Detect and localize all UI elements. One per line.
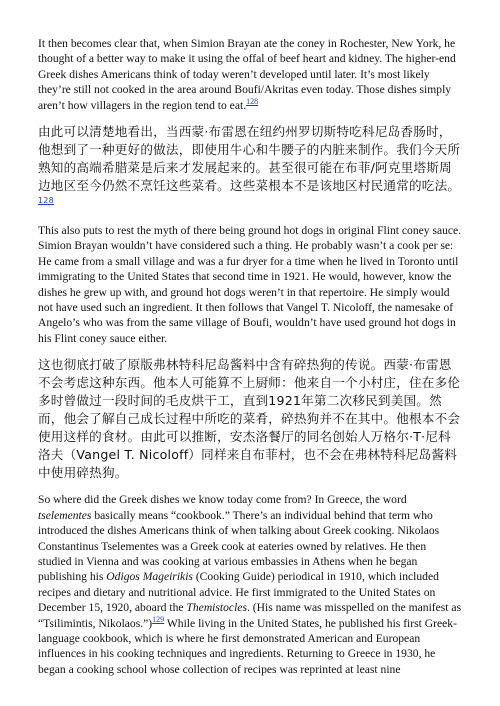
footnote-link-128[interactable]: 128 bbox=[38, 195, 54, 205]
paragraph-chinese-1 bbox=[38, 123, 462, 213]
paragraph-english-3 bbox=[38, 492, 462, 677]
ship-name: Themistocles bbox=[186, 601, 247, 615]
paragraph-text: 由此可以清楚地看出，当西蒙·布雷恩在纽约州罗切斯特吃科尼岛香肠时，他想到了一种更好的做法，即使用牛心和牛腰子的内脏来制作。我们今天所熟知的高端希腊菜是后来才发展起来的。甚至很可能在布菲/阿克里塔斯周边地区至今仍然不烹饪这些菜肴。这些菜根本不是该地区村民通常的吃法。 bbox=[38, 124, 461, 194]
footnote-link-129[interactable]: 129 bbox=[152, 614, 165, 624]
paragraph-text: 这也彻底打破了原版弗林特科尼岛酱料中含有碎热狗的传说。西蒙·布雷恩不会考虑这种东西。他本人可能算不上厨师：他来自一个小村庄，住在多伦多时曾做过一段时间的毛皮烘干工，直到1921年第二次移民到美国。然而，他会了解自己成长过程中所吃的菜肴，碎热狗并不在其中。他根本不会使用这样的食材。由此可以推断，安杰洛餐厅的同名创始人万格尔·T·尼科洛夫（Vangel T. Nicoloff）同样来自布菲村，也不会在弗林特科尼岛酱料中使用碎热狗。 bbox=[38, 357, 461, 481]
book-title: Odigos Mageirikis bbox=[106, 570, 193, 584]
paragraph-text: It then becomes clear that, when Simion Brayan ate the coney in Rochester, New York, he thought of a better way to make it using the offal of beef heart and kidney. The higher-end Greek dishes Americans think of today weren’t developed until later. It’s most likely they’re still not cooked in the area around Boufi/Akritas even today. Those dishes simply aren’t how villagers in the region tend to eat. bbox=[38, 37, 456, 112]
paragraph-chinese-2 bbox=[38, 356, 462, 482]
paragraph-text-segment: So where did the Greek dishes we know today come from? In Greece, the word bbox=[38, 493, 407, 507]
footnote-link-128[interactable]: 128 bbox=[246, 96, 259, 106]
term-tselementes: tselementes bbox=[38, 508, 92, 522]
paragraph-text-segment: (Cooking Guide) periodical in 1910, which included recipes and dietary and nutritional advice. He first immigrated to the United States on December 15, 1920, aboard the bbox=[38, 570, 439, 615]
paragraph-text-segment: While living in the United States, he published his first Greek-language cookbook, which is where he first demonstrated American and European influences in his cooking techniques and ingredients. Returning to Greece in 1930, he began a cooking school whose collection of recipes was reprinted at least nine bbox=[38, 616, 457, 676]
paragraph-text-segment: . (His name was misspelled on the manifest as “Tsilimintis, Nikolaos.”) bbox=[38, 601, 462, 630]
paragraph-english-2 bbox=[38, 223, 462, 346]
paragraph-text-segment: basically means “cookbook.” There’s an individual behind that term who introduced the dishes Americans think of when talking about Greek cooking. Nikolaos Constantinus Tselementes was a Greek cook at eateries owned by relatives. He then studied in Vienna and was cooking at various embassies in Athens when he began publishing his bbox=[38, 508, 440, 584]
paragraph-english-1 bbox=[38, 36, 462, 113]
paragraph-text: This also puts to rest the myth of there being ground hot dogs in original Flint coney sauce. Simion Brayan wouldn’t have considered such a thing. He probably wasn’t a cook per se: He came from a small village and was a fur dryer for a time when he lived in Toronto until immigrating to the United States that second time in 1921. He would, however, know the dishes he grew up with, and ground hot dogs weren’t in that repertoire. He simply would not have used such an ingredient. It then follows that Vangel T. Nicoloff, the namesake of Angelo’s who was from the same village of Boufi, wouldn’t have used ground hot dogs in his Flint coney sauce either. bbox=[38, 224, 462, 345]
